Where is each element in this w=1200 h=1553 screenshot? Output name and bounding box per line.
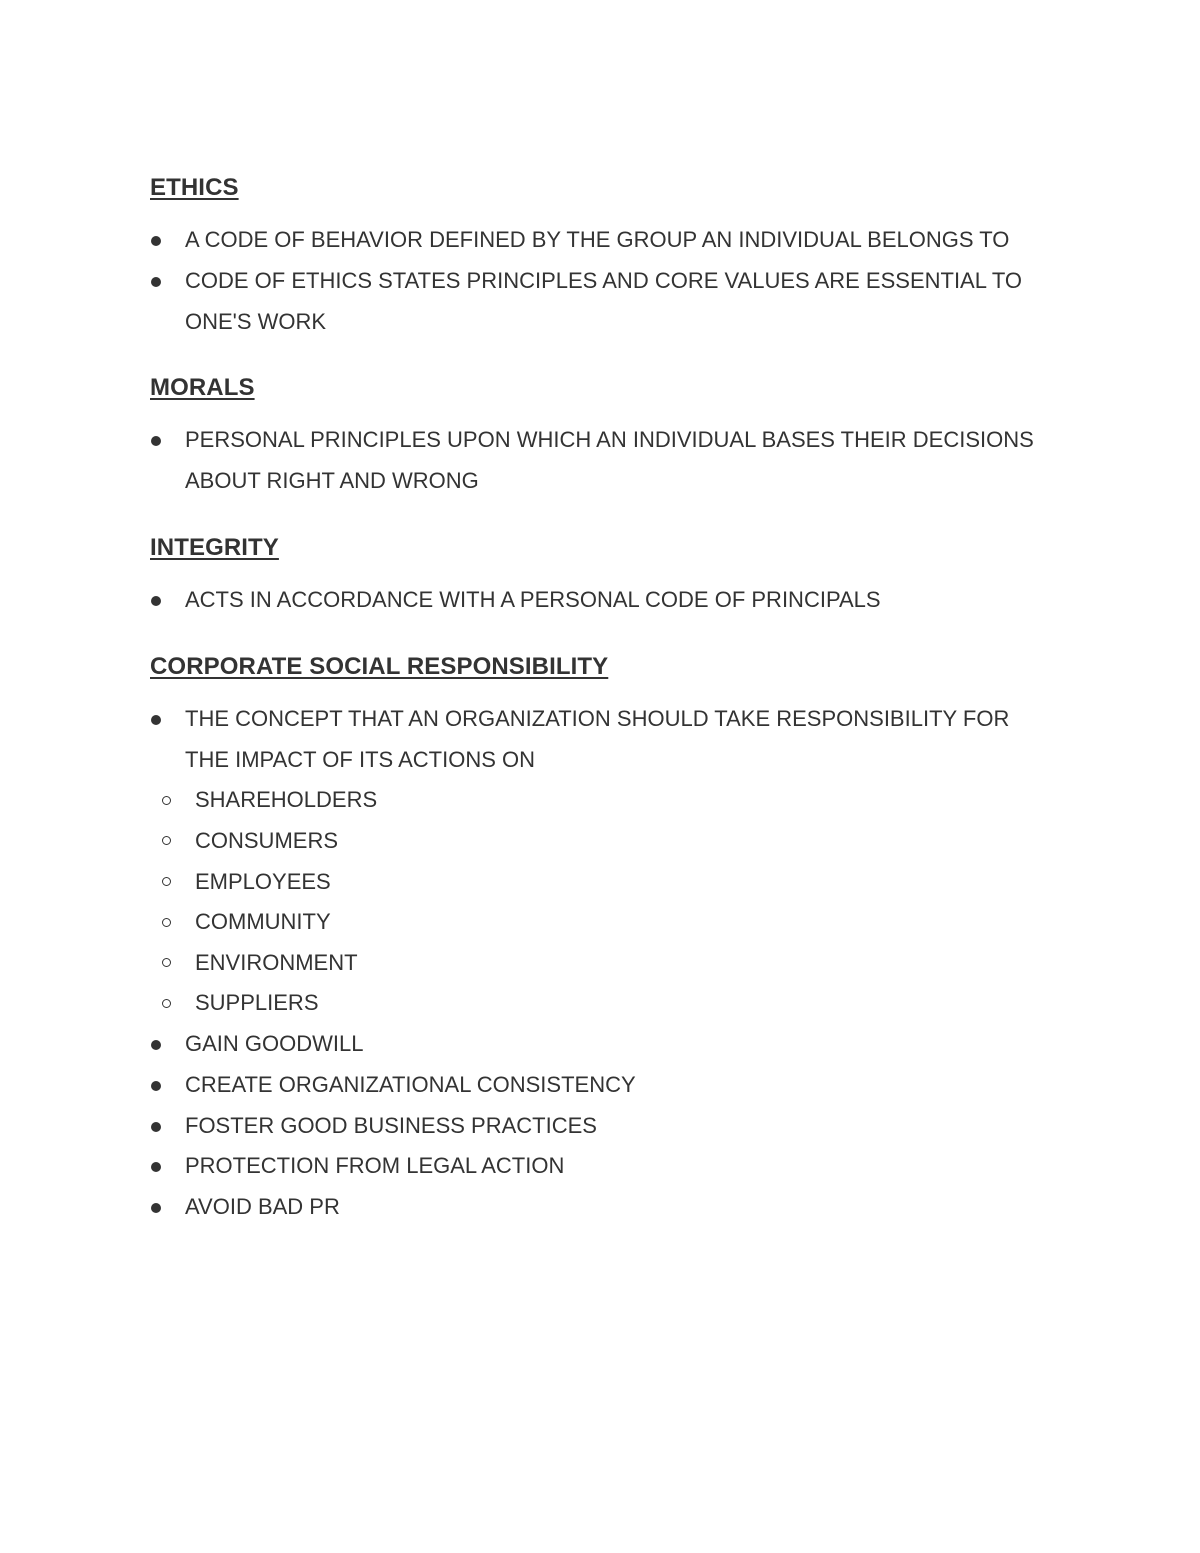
sub-list-item: [150, 821, 1050, 862]
csr-benefits-list: [150, 1024, 1050, 1228]
stakeholder-list: [150, 780, 1050, 1024]
csr-list: [150, 699, 1050, 781]
list-item-text: AVOID BAD PR: [185, 1194, 340, 1220]
section-morals: [150, 370, 1050, 502]
hollow-bullet-icon: [162, 796, 171, 805]
bullet-icon: [151, 1203, 161, 1213]
list-item: [150, 1106, 1050, 1147]
sub-list-item-text: ENVIRONMENT: [195, 949, 358, 975]
sub-list-item-text: SHAREHOLDERS: [195, 787, 378, 813]
list-item: [150, 261, 1050, 343]
hollow-bullet-icon: [162, 918, 171, 927]
list-item-text: FOSTER GOOD BUSINESS PRACTICES: [185, 1112, 597, 1138]
list-item-text: A CODE OF BEHAVIOR DEFINED BY THE GROUP AN INDIVIDUAL BELONGS TO: [185, 227, 1010, 252]
list-item: [150, 220, 1050, 261]
sub-list-item: [150, 983, 1050, 1024]
list-item: [150, 420, 1050, 502]
section-integrity: [150, 530, 1050, 621]
hollow-bullet-icon: [162, 836, 171, 845]
bullet-icon: [151, 1081, 161, 1091]
section-ethics: [150, 170, 1050, 342]
list-item: [150, 1024, 1050, 1065]
hollow-bullet-icon: [162, 958, 171, 967]
bullet-icon: [151, 277, 161, 287]
bullet-icon: [151, 236, 161, 246]
list-item: [150, 1065, 1050, 1106]
sub-list-item-text: CONSUMERS: [195, 827, 339, 853]
ethics-list: [150, 220, 1050, 342]
list-item-text: PROTECTION FROM LEGAL ACTION: [185, 1153, 565, 1179]
bullet-icon: [151, 596, 161, 606]
list-item-text: GAIN GOODWILL: [185, 1030, 364, 1056]
heading-morals: MORALS: [150, 374, 255, 402]
list-item: [150, 1187, 1050, 1228]
list-item: [150, 1146, 1050, 1187]
section-csr: [150, 649, 1050, 1228]
sub-list-item-text: COMMUNITY: [195, 909, 331, 935]
hollow-bullet-icon: [162, 999, 171, 1008]
list-item: [150, 580, 1050, 621]
sub-list-item-text: EMPLOYEES: [195, 868, 331, 894]
list-item-text: CODE OF ETHICS STATES PRINCIPLES AND CORE VALUES ARE ESSENTIAL TO ONE'S WORK: [185, 267, 1023, 334]
integrity-list: [150, 580, 1050, 621]
list-item-text: THE CONCEPT THAT AN ORGANIZATION SHOULD TAKE RESPONSIBILITY FOR THE IMPACT OF ITS ACTIONS ON: [185, 705, 1010, 772]
heading-csr: CORPORATE SOCIAL RESPONSIBILITY: [150, 652, 609, 680]
bullet-icon: [151, 715, 161, 725]
heading-ethics: ETHICS: [150, 174, 239, 201]
bullet-icon: [151, 1040, 161, 1050]
sub-list-item: [150, 902, 1050, 943]
hollow-bullet-icon: [162, 877, 171, 886]
sub-list-item: [150, 780, 1050, 821]
bullet-icon: [151, 1162, 161, 1172]
document-page: [150, 170, 1050, 1256]
list-item-text: ACTS IN ACCORDANCE WITH A PERSONAL CODE OF PRINCIPALS: [185, 586, 881, 612]
list-item-text: CREATE ORGANIZATIONAL CONSISTENCY: [185, 1071, 636, 1097]
bullet-icon: [151, 1122, 161, 1132]
morals-list: [150, 420, 1050, 502]
sub-list-item: [150, 943, 1050, 984]
heading-integrity: INTEGRITY: [150, 533, 279, 561]
sub-list-item-text: SUPPLIERS: [195, 990, 319, 1016]
list-item: [150, 699, 1050, 781]
bullet-icon: [151, 436, 161, 446]
list-item-text: PERSONAL PRINCIPLES UPON WHICH AN INDIVIDUAL BASES THEIR DECISIONS ABOUT RIGHT AND WRONG: [185, 427, 1034, 494]
sub-list-item: [150, 862, 1050, 903]
